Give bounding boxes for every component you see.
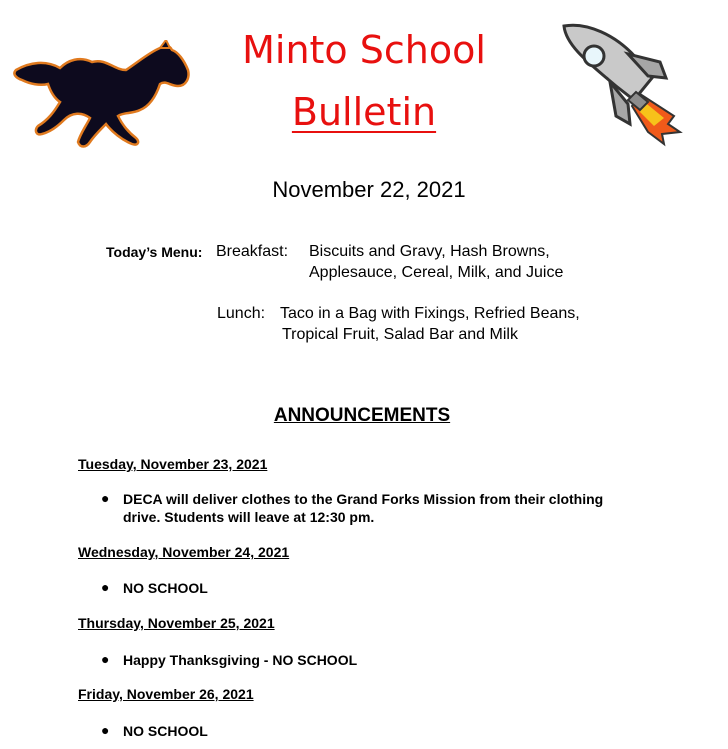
day-heading-thursday: Thursday, November 25, 2021: [78, 615, 275, 631]
day-heading-wednesday: Wednesday, November 24, 2021: [78, 544, 290, 560]
bullet-icon: ●: [101, 722, 110, 738]
announcements-heading: ANNOUNCEMENTS: [273, 405, 451, 426]
announcement-item: NO SCHOOL: [123, 580, 208, 596]
page-subtitle: Bulletin: [291, 90, 437, 134]
announcement-item: NO SCHOOL: [123, 723, 208, 739]
lunch-label: Lunch:: [217, 305, 266, 322]
page-title: Minto School: [242, 28, 486, 72]
announcement-line-1: DECA will deliver clothes to the Grand Forks Mission from their clothing: [123, 491, 604, 507]
announcement-item: Happy Thanksgiving - NO SCHOOL: [123, 652, 358, 668]
bullet-icon: ●: [101, 490, 110, 506]
breakfast-line-2: Applesauce, Cereal, Milk, and Juice: [309, 264, 564, 281]
day-heading-friday: Friday, November 26, 2021: [78, 686, 254, 702]
bulletin-date: November 22, 2021: [272, 177, 466, 202]
breakfast-label: Breakfast:: [216, 243, 289, 260]
day-heading-tuesday: Tuesday, November 23, 2021: [78, 456, 268, 472]
menu-label: Today’s Menu:: [106, 244, 203, 260]
lunch-line-1: Taco in a Bag with Fixings, Refried Beans,: [280, 305, 580, 322]
lunch-line-2: Tropical Fruit, Salad Bar and Milk: [282, 326, 518, 343]
breakfast-line-1: Biscuits and Gravy, Hash Browns,: [309, 243, 550, 260]
bullet-icon: ●: [101, 651, 110, 667]
announcement-line-2: drive. Students will leave at 12:30 pm.: [123, 509, 375, 525]
bullet-icon: ●: [101, 579, 110, 595]
